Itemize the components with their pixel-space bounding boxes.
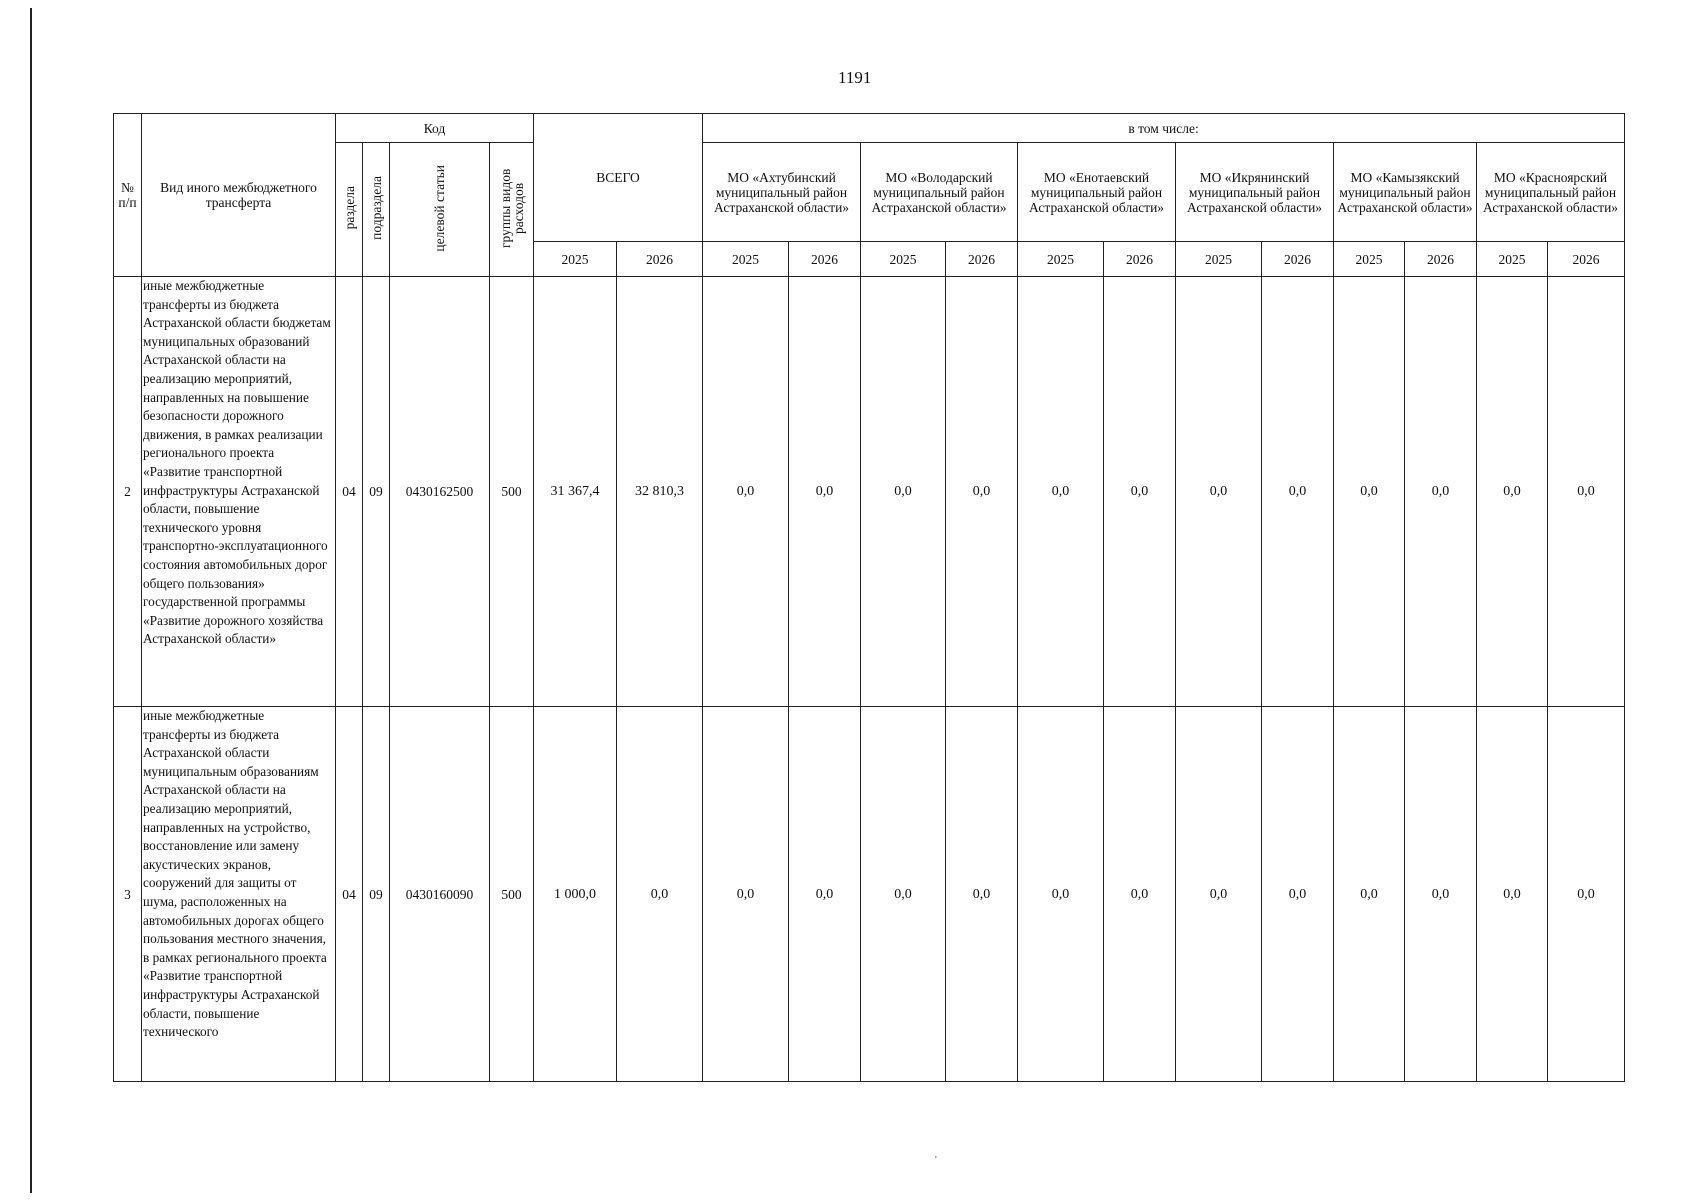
header-municipality: МО «Володарский муниципальный район Астраханской области» <box>861 143 1018 242</box>
header-year: 2026 <box>946 242 1018 277</box>
header-num: № п/п <box>114 114 142 277</box>
row-value: 0,0 <box>946 707 1018 1082</box>
row-value: 0,0 <box>946 277 1018 707</box>
header-municipality: МО «Икрянинский муниципальный район Астраханской области» <box>1176 143 1334 242</box>
row-group: 500 <box>490 277 534 707</box>
header-year: 2025 <box>1334 242 1405 277</box>
header-year: 2025 <box>1477 242 1548 277</box>
header-year: 2025 <box>703 242 789 277</box>
row-num: 3 <box>114 707 142 1082</box>
header-municipality: МО «Камызякский муниципальный район Астраханской области» <box>1334 143 1477 242</box>
header-transfer-type: Вид иного межбюджетного трансферта <box>142 114 336 277</box>
row-value: 0,0 <box>1018 277 1104 707</box>
header-year: 2025 <box>1176 242 1262 277</box>
row-subsection: 09 <box>363 277 390 707</box>
row-value: 0,0 <box>789 277 861 707</box>
row-section: 04 <box>336 707 363 1082</box>
table-row <box>114 277 1625 707</box>
row-value: 0,0 <box>1334 707 1405 1082</box>
row-target: 0430160090 <box>390 707 490 1082</box>
row-value: 0,0 <box>1405 707 1477 1082</box>
row-value: 0,0 <box>703 707 789 1082</box>
row-num: 2 <box>114 277 142 707</box>
table-row <box>114 707 1625 1082</box>
header-year: 2025 <box>534 242 617 277</box>
header-municipality: МО «Красноярский муниципальный район Астраханской области» <box>1477 143 1625 242</box>
row-total-2025: 31 367,4 <box>534 277 617 707</box>
row-subsection: 09 <box>363 707 390 1082</box>
budget-table <box>113 113 1625 1082</box>
row-group: 500 <box>490 707 534 1082</box>
row-description: иные межбюджетные трансферты из бюджета Астраханской области бюджетам муниципальных образований Астраханской области на реализацию мероприятий, направленных на повышение безопасности дорожного движения, в рамках реализации регионального проекта «Развитие транспортной инфраструктуры Астраханской области, повышение технического уровня транспортно-эксплуатационного состояния автомобильных дорог общего пользования» государственной программы «Развитие дорожного хозяйства Астраханской области» <box>142 277 336 707</box>
row-value: 0,0 <box>703 277 789 707</box>
row-value: 0,0 <box>1104 277 1176 707</box>
row-value: 0,0 <box>1477 277 1548 707</box>
header-year: 2026 <box>1548 242 1625 277</box>
header-year: 2026 <box>617 242 703 277</box>
row-value: 0,0 <box>1104 707 1176 1082</box>
row-value: 0,0 <box>1176 277 1262 707</box>
row-value: 0,0 <box>1334 277 1405 707</box>
row-value: 0,0 <box>1405 277 1477 707</box>
row-value: 0,0 <box>1548 277 1625 707</box>
header-code-section: раздела <box>336 143 363 277</box>
header-year: 2025 <box>861 242 946 277</box>
header-year: 2026 <box>1104 242 1176 277</box>
header-including: в том числе: <box>703 114 1625 143</box>
header-code-group: группы видов расходов <box>490 143 534 277</box>
row-total-2026: 32 810,3 <box>617 277 703 707</box>
stray-mark: ' <box>935 1155 937 1166</box>
row-value: 0,0 <box>1262 277 1334 707</box>
header-row-1 <box>114 114 1625 143</box>
header-year: 2026 <box>1405 242 1477 277</box>
row-section: 04 <box>336 277 363 707</box>
row-value: 0,0 <box>1477 707 1548 1082</box>
row-value: 0,0 <box>861 277 946 707</box>
row-value: 0,0 <box>1262 707 1334 1082</box>
page-binding-line <box>30 8 32 1193</box>
row-value: 0,0 <box>1176 707 1262 1082</box>
page-number: 1191 <box>838 68 872 87</box>
row-value: 0,0 <box>789 707 861 1082</box>
row-value: 0,0 <box>1548 707 1625 1082</box>
header-total: ВСЕГО <box>534 114 703 242</box>
row-value: 0,0 <box>861 707 946 1082</box>
row-target: 0430162500 <box>390 277 490 707</box>
header-municipality: МО «Ахтубинский муниципальный район Астраханской области» <box>703 143 861 242</box>
header-year: 2026 <box>1262 242 1334 277</box>
row-total-2025: 1 000,0 <box>534 707 617 1082</box>
header-municipality: МО «Енотаевский муниципальный район Астраханской области» <box>1018 143 1176 242</box>
row-value: 0,0 <box>1018 707 1104 1082</box>
header-code: Код <box>336 114 534 143</box>
row-total-2026: 0,0 <box>617 707 703 1082</box>
header-year: 2026 <box>789 242 861 277</box>
row-description: иные межбюджетные трансферты из бюджета Астраханской области муниципальным образованиям Астраханской области на реализацию мероприятий, направленных на устройство, восстановление или замену акустических экранов, сооружений для защиты от шума, расположенных на автомобильных дорогах общего пользования местного значения, в рамках регионального проекта «Развитие транспортной инфраструктуры Астраханской области, повышение технического <box>142 707 336 1082</box>
header-row-2 <box>114 143 1625 242</box>
header-code-target: целевой статьи <box>390 143 490 277</box>
header-year: 2025 <box>1018 242 1104 277</box>
header-code-subsection: подраздела <box>363 143 390 277</box>
